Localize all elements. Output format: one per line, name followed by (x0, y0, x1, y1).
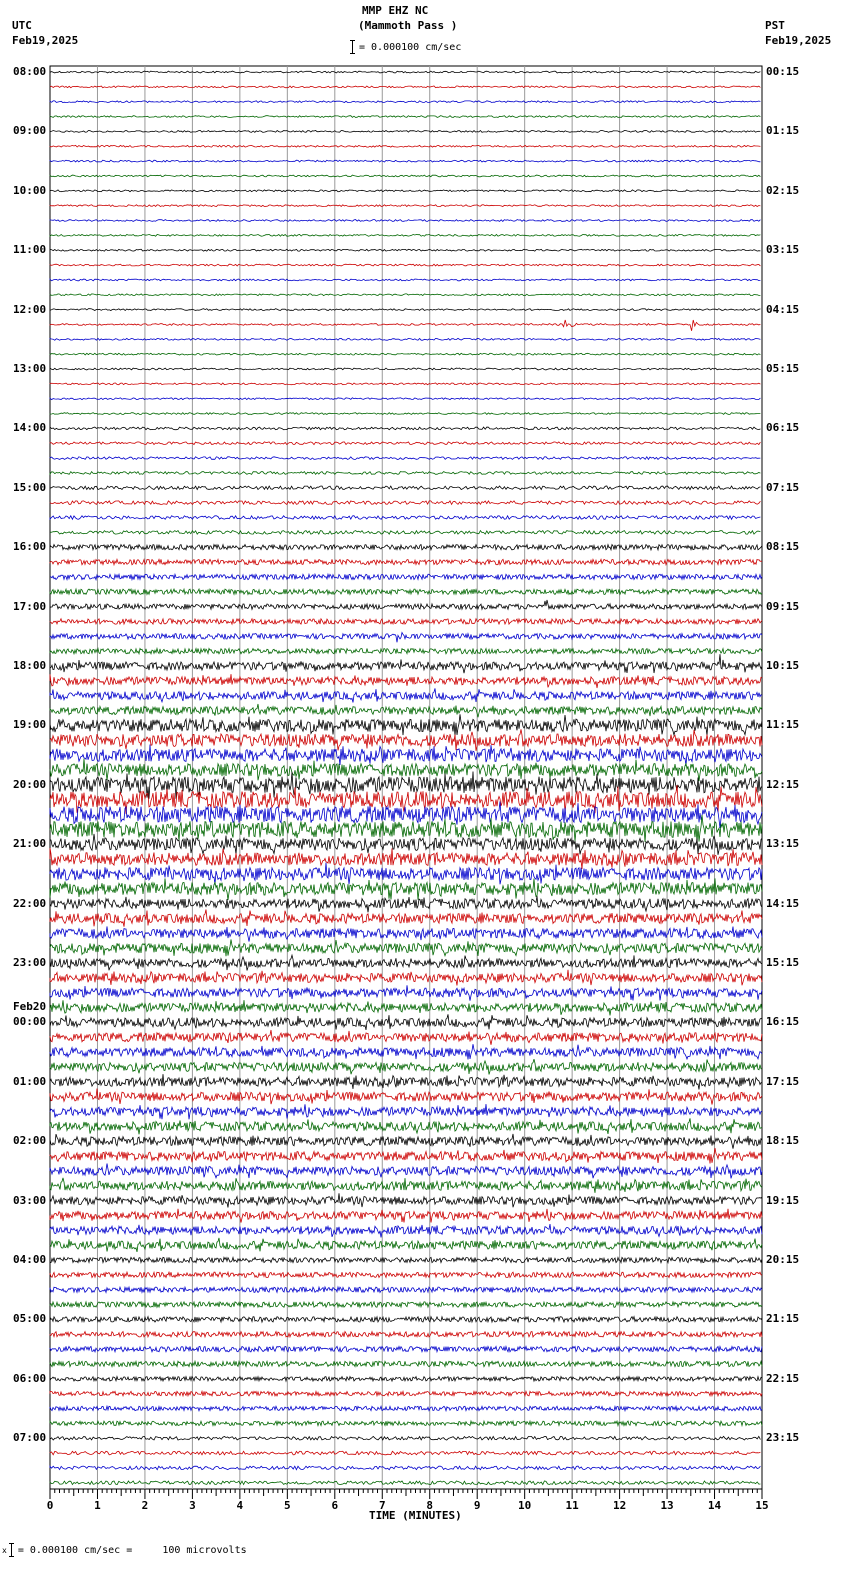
left-timezone: UTC (12, 19, 32, 32)
trace-row (50, 955, 762, 970)
pst-hour-label: 20:15 (766, 1253, 800, 1266)
right-timezone: PST (765, 19, 785, 32)
trace-row (50, 649, 762, 654)
trace-row (50, 309, 760, 311)
trace-row (50, 1377, 762, 1381)
trace-row (50, 714, 762, 735)
utc-hour-label: 10:00 (13, 183, 47, 197)
x-tick-label: 2 (141, 1499, 149, 1512)
trace-row (50, 501, 760, 505)
trace-row (50, 1074, 762, 1089)
trace-row (50, 383, 760, 385)
trace-row (50, 574, 762, 579)
trace-row (50, 863, 762, 885)
pst-hour-label: 02:15 (766, 183, 800, 197)
trace-row (50, 545, 762, 550)
trace-row (50, 1317, 762, 1322)
trace-row (50, 516, 760, 520)
x-axis-title: TIME (MINUTES) (369, 1509, 462, 1522)
trace-row (50, 1287, 762, 1292)
utc-hour-label: 05:00 (13, 1312, 47, 1326)
x-tick-label: 5 (284, 1499, 291, 1512)
trace-row (50, 1044, 762, 1059)
trace-row (50, 910, 762, 927)
pst-hour-label: 18:15 (766, 1134, 800, 1148)
utc-hour-label: 00:00 (13, 1015, 47, 1029)
pst-hour-label: 13:15 (766, 837, 800, 851)
trace-row (50, 145, 760, 147)
trace-row (50, 688, 762, 702)
utc-hour-label: 12:00 (13, 302, 47, 316)
utc-hour-label: 09:00 (13, 124, 47, 138)
trace-row (50, 745, 762, 766)
trace-row (50, 116, 760, 118)
utc-hour-label: 19:00 (13, 718, 47, 732)
trace-row (50, 1193, 762, 1207)
pst-hour-label: 11:15 (766, 718, 800, 732)
pst-hour-label: 21:15 (766, 1312, 800, 1326)
trace-row (50, 970, 762, 986)
trace-row (50, 1164, 762, 1179)
trace-row (50, 704, 762, 717)
pst-hour-label: 15:15 (766, 956, 800, 969)
utc-hour-label: 06:00 (13, 1371, 47, 1385)
trace-row (50, 1148, 762, 1163)
trace-row (50, 1451, 760, 1455)
trace-row (50, 759, 762, 782)
x-tick-label: 3 (189, 1499, 196, 1512)
utc-hour-label: 18:00 (13, 659, 47, 672)
trace-row (50, 848, 762, 869)
pst-hour-label: 05:15 (766, 362, 800, 375)
pst-hour-label: 07:15 (766, 480, 800, 494)
utc-hour-label: 08:00 (13, 65, 47, 78)
trace-row (50, 559, 762, 564)
pst-hour-label: 00:15 (766, 65, 800, 78)
utc-hour-label: 16:00 (13, 540, 47, 554)
utc-hour-label: 07:00 (13, 1431, 47, 1445)
trace-row (50, 1346, 762, 1351)
trace-row (50, 205, 760, 207)
x-tick-label: 15 (755, 1499, 769, 1512)
utc-hour-label: 11:00 (13, 243, 47, 257)
trace-row (50, 1134, 762, 1149)
trace-row (50, 264, 760, 266)
pst-hour-label: 06:15 (766, 421, 800, 435)
trace-row (50, 834, 762, 855)
trace-row (50, 1014, 762, 1030)
station-title: MMP EHZ NC (362, 4, 429, 17)
utc-hour-label: 21:00 (13, 837, 47, 851)
utc-hour-label: 13:00 (13, 362, 47, 375)
x-tick-label: 0 (46, 1499, 54, 1512)
trace-row (50, 175, 760, 177)
x-tick-label: 9 (473, 1499, 481, 1512)
footer-scale-bar-icon (8, 1543, 15, 1557)
trace-row (50, 633, 762, 643)
trace-row (50, 71, 760, 73)
trace-row (50, 1224, 762, 1237)
trace-row (50, 190, 760, 192)
trace-row (50, 1238, 762, 1252)
x-tick-label: 10 (518, 1499, 532, 1512)
footer-scale-text: = 0.000100 cm/sec = 100 microvolts (17, 1544, 247, 1556)
trace-row (50, 729, 762, 751)
utc-hour-label: 15:00 (13, 480, 47, 494)
trace-row (50, 1178, 762, 1193)
trace-row (50, 600, 762, 609)
trace-row (50, 235, 760, 237)
pst-hour-label: 19:15 (766, 1193, 800, 1207)
trace-row (50, 131, 760, 133)
pst-hour-label: 10:15 (766, 659, 800, 672)
pst-hour-label: 08:15 (766, 540, 800, 554)
trace-row (50, 442, 760, 445)
trace-row (50, 1421, 762, 1426)
left-date: Feb19,2025 (12, 34, 79, 47)
x-tick-label: 13 (660, 1499, 674, 1512)
x-tick-label: 4 (236, 1499, 244, 1512)
trace-row (50, 1302, 762, 1307)
trace-row (50, 1406, 762, 1410)
utc-hour-label: 02:00 (13, 1134, 47, 1148)
trace-row (50, 220, 760, 222)
trace-row (50, 939, 762, 956)
pst-hour-label: 12:15 (766, 777, 800, 791)
date-change-label: Feb20 (13, 1000, 47, 1014)
trace-row (50, 531, 760, 535)
utc-hour-label: 03:00 (13, 1193, 47, 1207)
trace-row (50, 338, 760, 340)
trace-row (50, 1030, 762, 1045)
utc-hour-label: 01:00 (13, 1074, 47, 1088)
x-tick-label: 14 (707, 1499, 722, 1512)
header-scale-text: = 0.000100 cm/sec (359, 41, 462, 53)
trace-row (50, 101, 760, 103)
right-date: Feb19,2025 (765, 34, 832, 47)
utc-hour-label: 04:00 (13, 1253, 47, 1266)
pst-hour-label: 23:15 (766, 1431, 800, 1445)
trace-row (50, 1209, 762, 1223)
x-tick-label: 8 (426, 1499, 434, 1512)
trace-row (50, 1118, 762, 1134)
footer-scale (2, 1543, 247, 1557)
pst-hour-label: 03:15 (766, 243, 800, 257)
trace-row (50, 896, 762, 912)
trace-row (50, 815, 762, 843)
scale-bar-icon (349, 40, 356, 54)
pst-hour-label: 09:15 (766, 599, 800, 613)
utc-hour-label: 22:00 (13, 896, 47, 910)
trace-row (50, 1436, 760, 1440)
trace-row (50, 1481, 760, 1485)
trace-row (50, 926, 762, 941)
trace-row (50, 1000, 762, 1015)
pst-hour-label: 16:15 (766, 1015, 800, 1029)
trace-row (50, 674, 762, 688)
trace-row (50, 398, 760, 400)
trace-row (50, 427, 760, 430)
header-scale (349, 40, 461, 54)
trace-row (50, 320, 760, 331)
trace-row (50, 353, 760, 355)
trace-row (50, 878, 762, 900)
utc-hour-label: 20:00 (13, 777, 47, 791)
trace-row (50, 160, 760, 162)
footer-marker-icon: x (2, 1545, 7, 1555)
trace-row (50, 486, 760, 490)
utc-hour-label: 23:00 (13, 956, 47, 969)
trace-row (50, 1332, 762, 1337)
trace-row (50, 1391, 762, 1396)
x-tick-label: 6 (331, 1499, 339, 1512)
pst-hour-label: 04:15 (766, 302, 800, 316)
utc-hour-label: 17:00 (13, 599, 47, 613)
x-tick-label: 7 (378, 1499, 386, 1512)
trace-row (50, 472, 760, 475)
trace-row (50, 1466, 760, 1470)
trace-row (50, 1089, 762, 1105)
x-tick-label: 11 (565, 1499, 579, 1512)
trace-row (50, 589, 762, 594)
pst-hour-label: 01:15 (766, 124, 800, 138)
trace-row (50, 294, 760, 296)
trace-row (50, 654, 762, 673)
trace-row (50, 413, 760, 415)
trace-row (50, 86, 760, 88)
x-tick-label: 1 (94, 1499, 101, 1512)
pst-hour-label: 17:15 (766, 1074, 800, 1088)
trace-row (50, 619, 762, 624)
station-location: (Mammoth Pass ) (358, 19, 458, 32)
trace-row (50, 1104, 762, 1119)
trace-row (50, 457, 760, 460)
trace-row (50, 279, 760, 281)
trace-row (50, 1059, 762, 1074)
trace-row (50, 1361, 762, 1366)
trace-row (50, 1257, 762, 1262)
pst-hour-label: 22:15 (766, 1371, 800, 1385)
x-tick-label: 12 (612, 1499, 627, 1512)
trace-row (50, 368, 760, 370)
pst-hour-label: 14:15 (766, 896, 800, 910)
utc-hour-label: 14:00 (13, 421, 47, 435)
trace-row (50, 985, 762, 1000)
trace-row (50, 249, 760, 251)
trace-row (50, 1272, 762, 1277)
